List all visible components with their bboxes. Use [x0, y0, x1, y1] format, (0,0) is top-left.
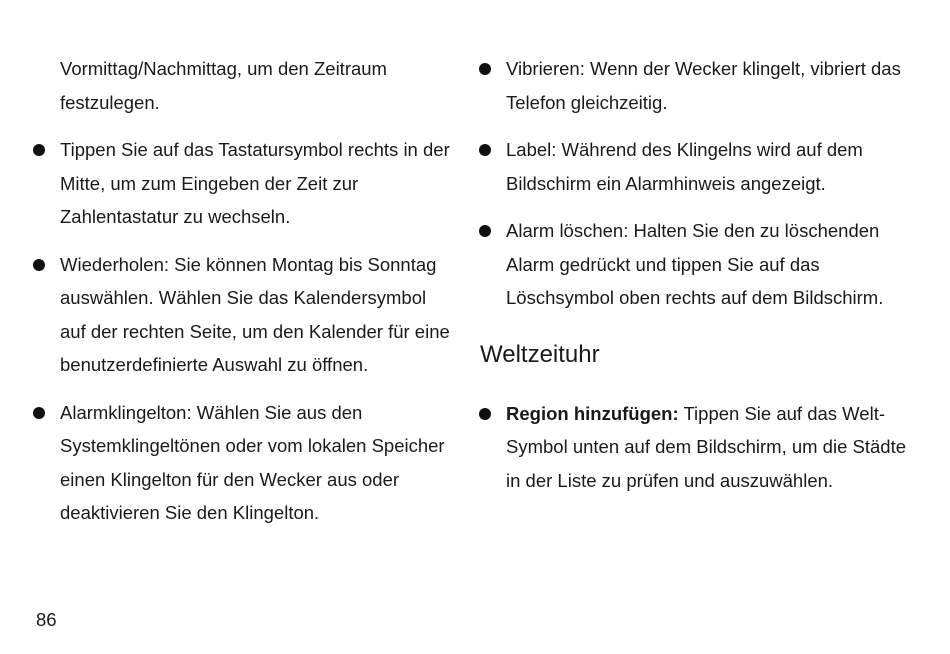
- continuation-text: Vormittag/Nachmittag, um den Zeitraum festzulegen.: [60, 58, 387, 113]
- section-heading: Weltzeituhr: [480, 340, 600, 368]
- bullet-item-add-region: [478, 397, 918, 498]
- bullet-text: Wiederholen: Sie können Montag bis Sonntag auswählen. Wählen Sie das Kalendersymbol auf der rechten Seite, um den Kalender für eine benutzerdefinierte Auswahl zu öffnen.: [60, 253, 450, 375]
- bullet-dot-icon: [479, 63, 491, 75]
- bullet-dot-icon: [33, 407, 45, 419]
- bullet-item-label: [478, 133, 918, 200]
- bullet-dot-icon: [479, 144, 491, 156]
- bullet-item-vibrate: [478, 52, 918, 119]
- left-column: [32, 52, 452, 544]
- bullet-text: Alarmklingelton: Wählen Sie aus den Systemklingeltönen oder vom lokalen Speicher einen Klingelton für den Wecker aus oder deaktivieren Sie den Klingelton.: [60, 401, 445, 523]
- bullet-item-keyboard: [32, 133, 452, 234]
- bullet-text: Alarm löschen: Halten Sie den zu löschenden Alarm gedrückt und tippen Sie auf das Löschsymbol oben rechts auf dem Bildschirm.: [506, 220, 884, 308]
- right-column: [478, 52, 918, 511]
- bullet-dot-icon: [33, 144, 45, 156]
- bullet-item-ringtone: [32, 396, 452, 530]
- page-number: 86: [36, 609, 57, 630]
- bullet-item-delete-alarm: [478, 214, 918, 315]
- bullet-bold-label: Region hinzufügen:: [506, 402, 679, 424]
- bullet-dot-icon: [33, 259, 45, 271]
- bullet-text: Label: Während des Klingelns wird auf dem Bildschirm ein Alarmhinweis angezeigt.: [506, 139, 863, 194]
- bullet-text: Tippen Sie auf das Welt-Symbol unten auf dem Bildschirm, um die Städte in der Liste zu prüfen und auszuwählen.: [506, 402, 906, 491]
- bullet-dot-icon: [479, 225, 491, 237]
- continuation-paragraph: [32, 52, 452, 119]
- bullet-dot-icon: [479, 408, 491, 420]
- bullet-text: Tippen Sie auf das Tastatursymbol rechts in der Mitte, um zum Eingeben der Zeit zur Zahlentastatur zu wechseln.: [60, 139, 450, 227]
- bullet-text: Vibrieren: Wenn der Wecker klingelt, vibriert das Telefon gleichzeitig.: [506, 58, 901, 113]
- bullet-item-repeat: [32, 248, 452, 382]
